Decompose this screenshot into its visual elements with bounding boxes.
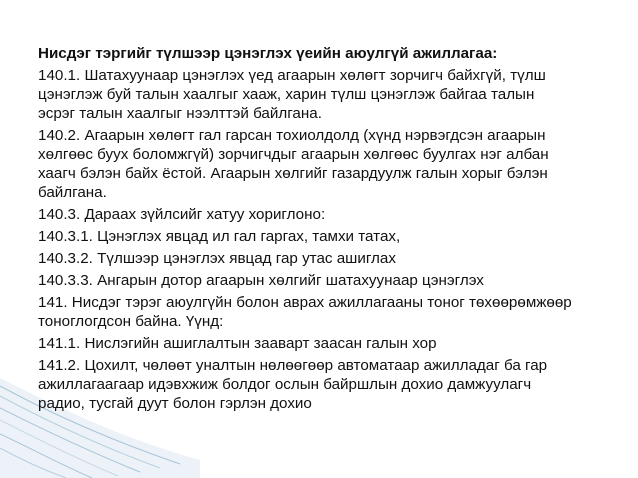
paragraph-line: 140.3. Дараах зүйлсийг хатуу хориглоно: (38, 206, 326, 223)
paragraph-line: 140.3.1. Цэнэглэх явцад ил гал гаргах, тамхи татах, (38, 228, 401, 245)
paragraph-line: цэнэглэж буй талын хаалгыг хааж, харин түлш цэнэглэж байгаа талын (38, 86, 535, 103)
paragraph-line: ажиллагаагаар идэвхжиж болдог ослын байршлын дохио дамжуулагч (38, 376, 532, 393)
paragraph-line: 140.1. Шатахуунаар цэнэглэх үед агаарын хөлөгт зорчигч байхгүй, түлш (38, 67, 546, 84)
paragraph-line: байлгана. (38, 184, 107, 201)
paragraph-line: 140.3.2. Түлшээр цэнэглэх явцад гар утас ашиглах (38, 250, 396, 267)
paragraph (38, 249, 606, 268)
paragraph (38, 334, 606, 353)
paragraph (38, 356, 606, 413)
paragraph (38, 227, 606, 246)
slide-content (38, 44, 606, 416)
paragraph-list (38, 66, 606, 413)
paragraph-line: хөлгөөс буух боломжгүй) зорчигчдыг агаарын хөлгөөс буулгах нэг албан (38, 146, 549, 163)
paragraph-line: 140.3.3. Ангарын дотор агаарын хөлгийг шатахуунаар цэнэглэх (38, 272, 484, 289)
paragraph-line: эсрэг талын хаалгыг нээлттэй байлгана. (38, 105, 322, 122)
paragraph-line: хаагч бэлэн байх ёстой. Агаарын хөлгийг газардуулж галын хорыг бэлэн (38, 165, 548, 182)
paragraph (38, 205, 606, 224)
paragraph-line: 140.2. Агаарын хөлөгт гал гарсан тохиолдолд (хүнд нэрвэгдсэн агаарын (38, 127, 546, 144)
paragraph-line: 141.1. Нислэгийн ашиглалтын зааварт заасан галын хор (38, 335, 437, 352)
slide-title: Нисдэг тэргийг түлшээр цэнэглэх үеийн аюулгүй ажиллагаа: (38, 45, 498, 62)
paragraph (38, 66, 606, 123)
paragraph (38, 293, 606, 331)
paragraph-line: 141.2. Цохилт, чөлөөт уналтын нөлөөгөөр автоматаар ажилладаг ба гар (38, 357, 548, 374)
paragraph (38, 126, 606, 202)
paragraph-line: тоноглогдсон байна. Үүнд: (38, 313, 224, 330)
paragraph-line: радио, тусгай дуут болон гэрлэн дохио (38, 395, 312, 412)
paragraph (38, 271, 606, 290)
paragraph-line: 141. Нисдэг тэрэг аюулгүйн болон аврах ажиллагааны тоног төхөөрөмжөөр (38, 294, 572, 311)
